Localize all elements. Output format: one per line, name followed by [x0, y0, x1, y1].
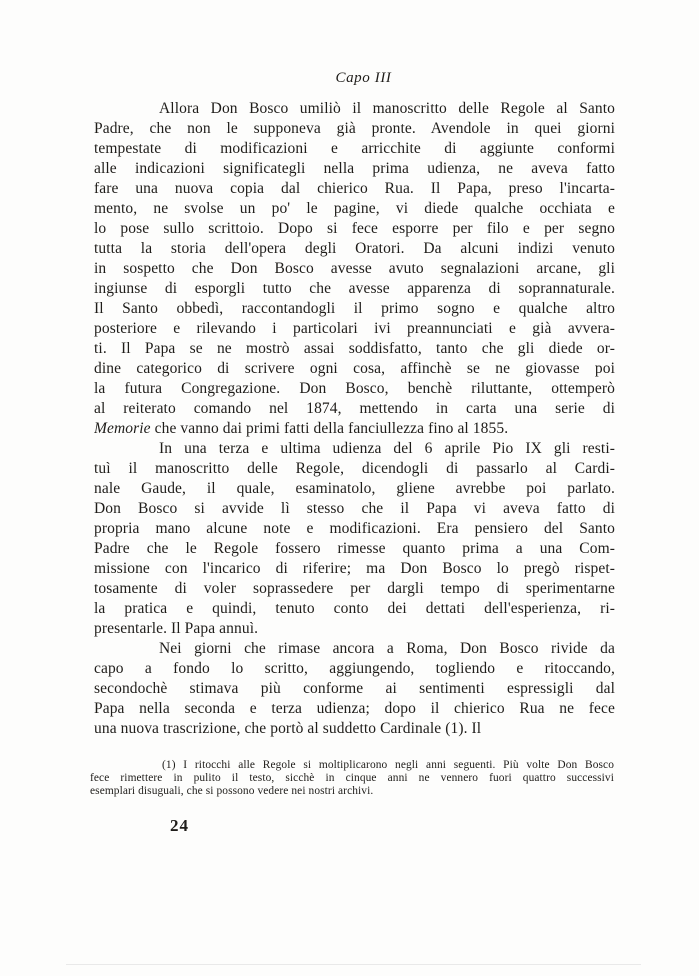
page-number: 24 — [170, 816, 189, 835]
paragraph-2-line-6: Padre che le Regole fossero rimesse quanto prima a una Com- — [94, 540, 615, 557]
paragraph-3-line-4: Papa nella seconda e terza udienza; dopo il chierico Rua ne fece — [94, 700, 615, 717]
paragraph-2-line-5: propria mano alcune note e modificazioni. Era pensiero del Santo — [94, 520, 615, 537]
paragraph-1-line-3: tempestate di modificazioni e arricchite di aggiunte conformi — [94, 140, 615, 157]
paragraph-3-line-1: Nei giorni che rimase ancora a Roma, Don Bosco rivide da — [159, 640, 615, 657]
footnote-line-3: esemplari disuguali, che si possono vedere nei nostri archivi. — [90, 785, 374, 797]
paragraph-1-line-2: Padre, che non le supponeva già pronte. Avendole in quei giorni — [94, 120, 615, 137]
footnote-line-2: fece rimettere in pulito il testo, sicchè in cinque anni ne vennero fuori quattro successivi — [90, 772, 614, 784]
paragraph-1-line-16: al reiterato comando nel 1874, mettendo in carta una serie di — [94, 400, 615, 417]
paragraph-2-line-2: tuì il manoscritto delle Regole, dicendogli di passarlo al Cardi- — [94, 460, 615, 477]
paragraph-1-line-13: ti. Il Papa se ne mostrò assai soddisfatto, tanto che gli diede or- — [94, 340, 615, 357]
paragraph-3-line-5: una nuova trascrizione, che portò al suddetto Cardinale (1). Il — [94, 720, 482, 737]
paragraph-3-line-3: secondochè stimava più conforme ai sentimenti espressigli dal — [94, 680, 615, 697]
paragraph-2-line-7: missione con l'incarico di riferire; ma Don Bosco lo pregò rispet- — [94, 560, 615, 577]
paragraph-1-line-15: la futura Congregazione. Don Bosco, benchè riluttante, ottemperò — [94, 380, 615, 397]
paragraph-1-line-4: alle indicazioni significategli nella prima udienza, ne aveva fatto — [94, 160, 615, 177]
paragraph-2-line-9: la pratica e quindi, tenuto conto dei dettati dell'esperienza, ri- — [94, 600, 615, 617]
paragraph-3-line-2: capo a fondo lo scritto, aggiungendo, togliendo e ritoccando, — [94, 660, 615, 677]
chapter-running-head: Capo III — [335, 70, 392, 86]
paragraph-1-line-9: in sospetto che Don Bosco avesse avuto segnalazioni arcane, gli — [94, 260, 615, 277]
page-bottom-edge — [66, 964, 641, 965]
paragraph-1-line-17 — [94, 419, 615, 439]
paragraph-1-line-8: tutta la storia dell'opera degli Oratori. Da alcuni indizi venuto — [94, 240, 615, 257]
paragraph-2-line-10: presentarle. Il Papa annuì. — [94, 620, 259, 637]
body-text — [94, 99, 615, 739]
paragraph-1-line-7: lo pose sullo scrittoio. Dopo si fece esporre per filo e per segno — [94, 220, 615, 237]
paragraph-1-line-14: dine categorico di scrivere ogni cosa, affinchè se ne giovasse poi — [94, 360, 615, 377]
footnote-line-1: (1) I ritocchi alle Regole si moltiplicarono negli anni seguenti. Più volte Don Bosco — [162, 759, 614, 771]
paragraph-1-line-5: fare una nuova copia dal chierico Rua. Il Papa, preso l'incarta- — [94, 180, 615, 197]
footnote — [90, 759, 614, 798]
paragraph-2-line-1: In una terza e ultima udienza del 6 aprile Pio IX gli resti- — [159, 440, 615, 457]
paragraph-2-line-3: nale Gaude, il quale, esaminatolo, gliene avrebbe poi parlato. — [94, 480, 615, 497]
paragraph-1-line-1: Allora Don Bosco umiliò il manoscritto delle Regole al Santo — [159, 100, 615, 117]
paragraph-1-line-6: mento, ne svolse un po' le pagine, vi diede qualche occhiata e — [94, 200, 615, 217]
italic-term: Memorie — [94, 420, 151, 437]
paragraph-1-line-11: Il Santo obbedì, raccontandogli il primo sogno e qualche altro — [94, 300, 615, 317]
paragraph-1-line-10: ingiunse di esporgli tutto che avesse apparenza di soprannaturale. — [94, 280, 615, 297]
paragraph-1-line-12: posteriore e rilevando i particolari ivi preannunciati e già avvera- — [94, 320, 615, 337]
paragraph-2-line-8: tosamente di voler soprassedere per dargli tempo di sperimentarne — [94, 580, 615, 597]
paragraph-2-line-4: Don Bosco si avvide lì stesso che il Papa vi aveva fatto di — [94, 500, 615, 517]
text-segment: che vanno dai primi fatti della fanciullezza fino al 1855. — [150, 420, 509, 437]
